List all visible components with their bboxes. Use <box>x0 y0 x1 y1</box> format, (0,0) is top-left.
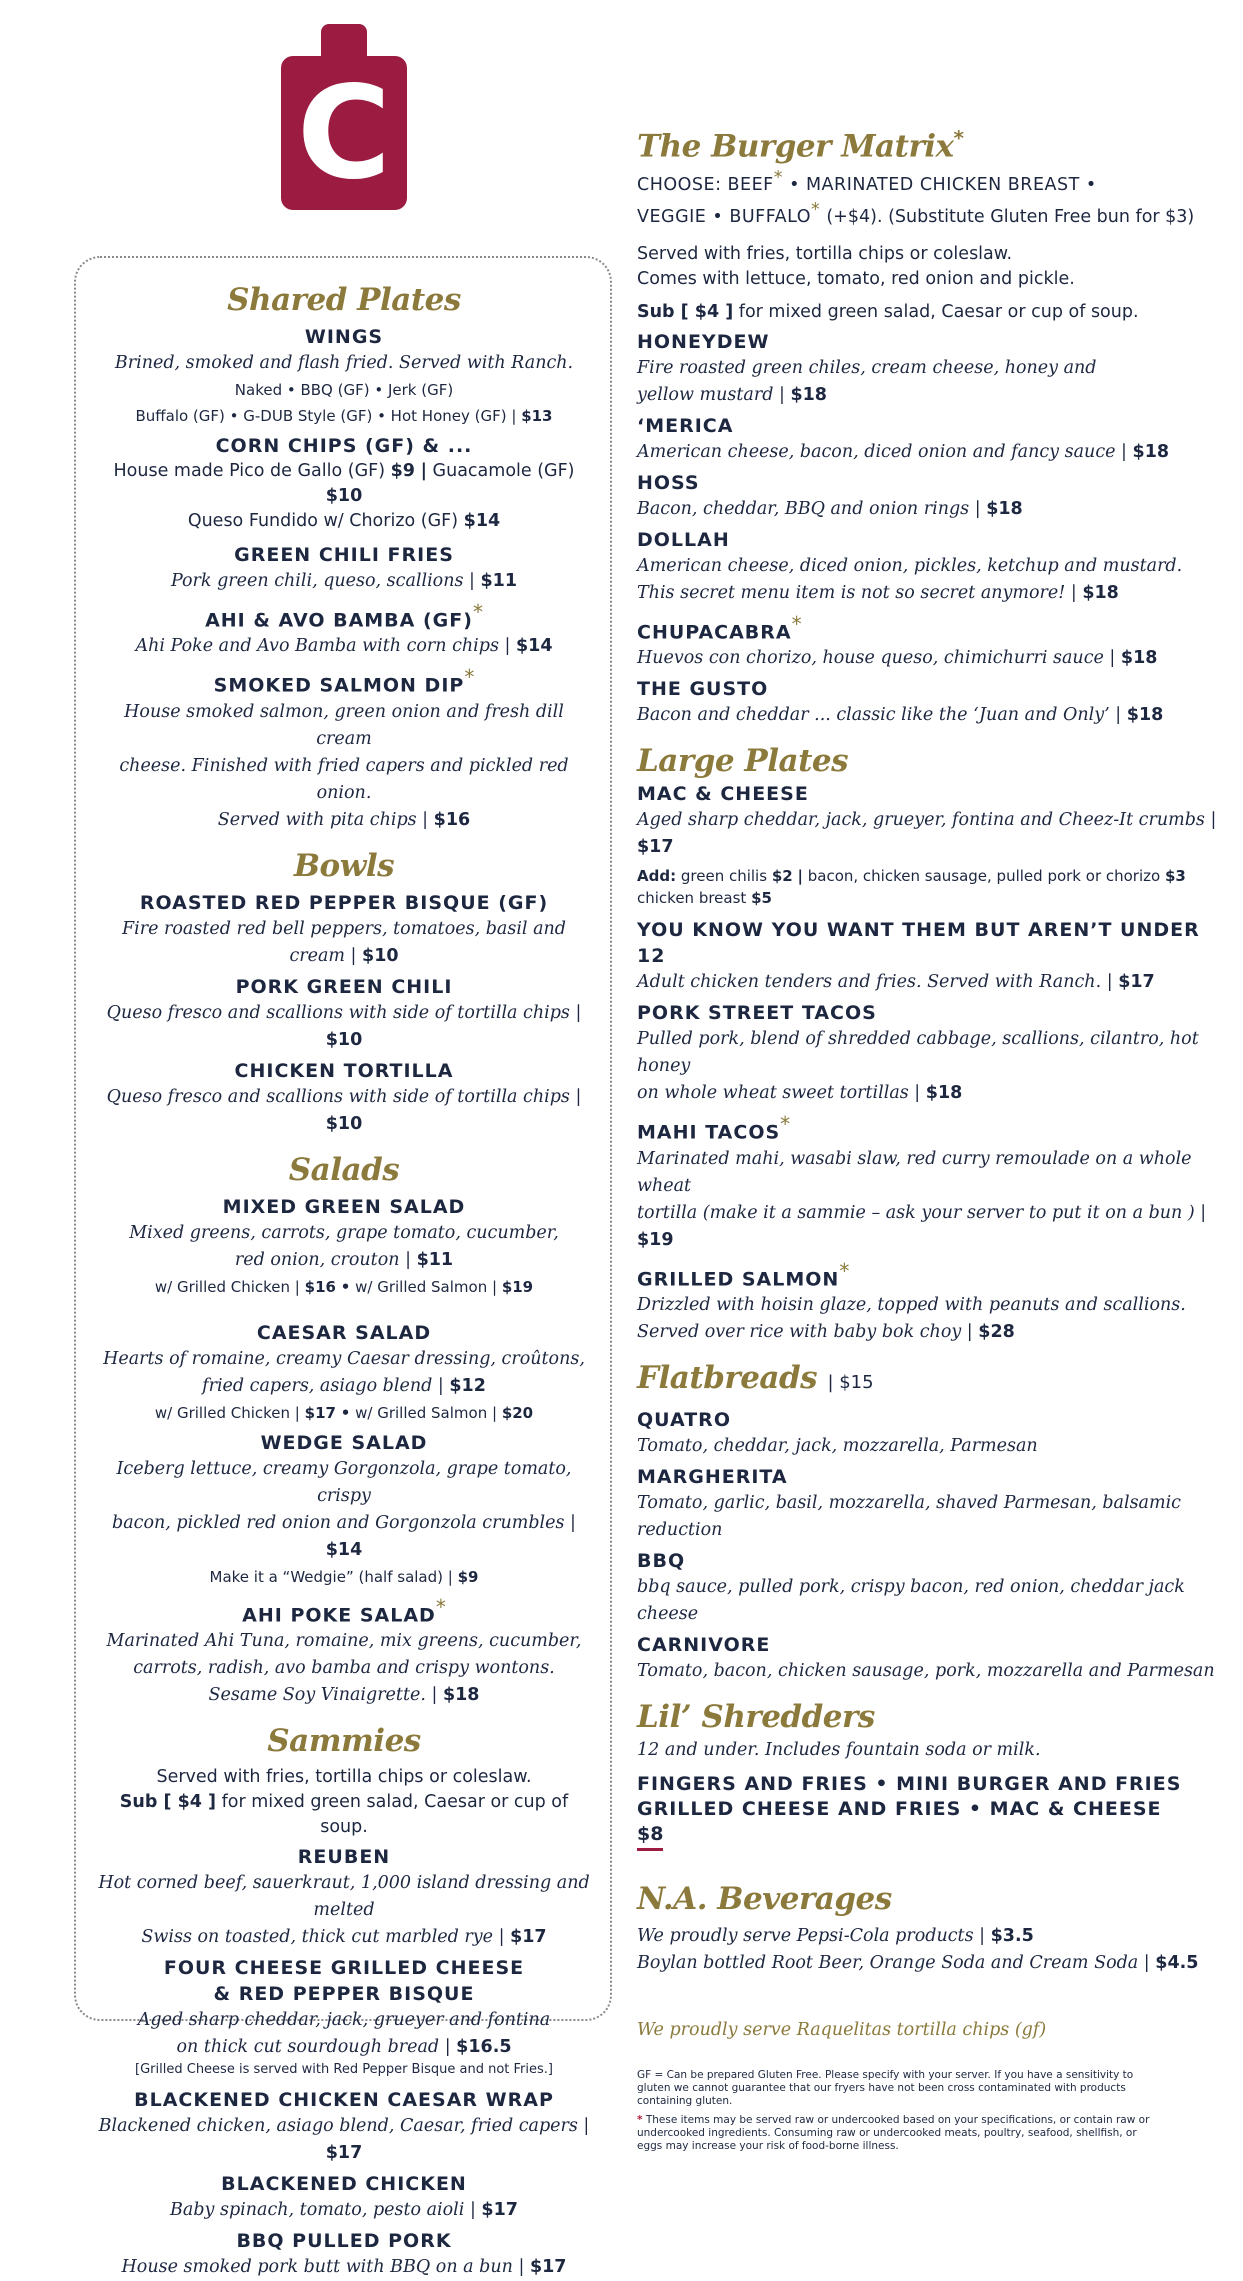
section-title-lil-shredders: Lil’ Shredders <box>637 1698 875 1735</box>
item-name: PORK STREET TACOS <box>637 1002 877 1025</box>
item-desc: on thick cut sourdough bread | $16.5 <box>176 2036 512 2057</box>
item-desc: carrots, radish, avo bamba and crispy wontons. <box>133 1657 555 1678</box>
item-desc: American cheese, bacon, diced onion and fancy sauce | $18 <box>637 441 1170 462</box>
item-desc: Fire roasted green chiles, cream cheese, honey and <box>637 357 1097 378</box>
item-name: MAHI TACOS* <box>637 1112 791 1144</box>
sammies-intro: Served with fries, tortilla chips or coleslaw. <box>156 1766 532 1787</box>
sammies-sub: Sub [ $4 ] for mixed green salad, Caesar or cup of soup. <box>119 1791 569 1837</box>
item-desc: cheese. Finished with fried capers and pickled red onion. <box>119 755 569 803</box>
item-name: ‘MERICA <box>637 414 734 437</box>
raw-star-icon: * <box>464 665 475 690</box>
item-name: AHI & AVO BAMBA (GF)* <box>205 600 483 632</box>
item-desc: on whole wheat sweet tortillas | $18 <box>637 1083 963 1104</box>
right-column <box>637 118 1222 2153</box>
item-note: [Grilled Cheese is served with Red Pepper Bisque and not Fries.] <box>135 2061 553 2077</box>
item-name: BBQ <box>637 1549 686 1572</box>
item-desc: Tomato, bacon, chicken sausage, pork, mozzarella and Parmesan <box>637 1660 1215 1681</box>
item-addons: w/ Grilled Chicken | $17 • w/ Grilled Salmon | $20 <box>154 1403 534 1422</box>
menu-item-merica <box>637 413 1222 466</box>
raw-star-icon: * <box>811 200 821 221</box>
menu-item-wedge-salad <box>94 1430 594 1590</box>
item-addons: w/ Grilled Chicken | $16 • w/ Grilled Salmon | $19 <box>154 1277 534 1296</box>
item-desc: tortilla (make it a sammie – ask your server to put it on a bun ) | $19 <box>637 1202 1207 1250</box>
item-desc: Queso fresco and scallions with side of tortilla chips | $10 <box>106 1086 582 1134</box>
item-desc: Tomato, cheddar, jack, mozzarella, Parmesan <box>637 1435 1038 1456</box>
menu-item-mahi-tacos <box>637 1111 1222 1253</box>
item-desc: bbq sauce, pulled pork, crispy bacon, red onion, cheddar jack cheese <box>637 1576 1185 1624</box>
kids-price: $8 <box>637 1822 663 1851</box>
kids-intro: 12 and under. Includes fountain soda or milk. <box>637 1739 1041 1760</box>
menu-item-corn-chips <box>94 433 594 534</box>
section-title-shared-plates: Shared Plates <box>227 282 461 318</box>
item-name: WEDGE SALAD <box>260 1431 428 1454</box>
item-desc: Queso fresco and scallions with side of tortilla chips | $10 <box>106 1002 582 1050</box>
left-column <box>94 270 594 2281</box>
menu-item-green-chili-fries <box>94 542 594 595</box>
item-name: BLACKENED CHICKEN <box>221 2172 467 2195</box>
menu-item-wings <box>94 324 594 429</box>
raw-star-icon: * <box>435 1594 446 1619</box>
menu-item-chupacabra <box>637 611 1222 672</box>
item-name: HOSS <box>637 471 700 494</box>
menu-item-smoked-salmon-dip <box>94 664 594 833</box>
item-name: CAESAR SALAD <box>256 1321 432 1344</box>
menu-item-margherita <box>637 1464 1222 1544</box>
item-desc: bacon, pickled red onion and Gorgonzola crumbles | $14 <box>112 1512 576 1560</box>
item-desc: Ahi Poke and Avo Bamba with corn chips | $14 <box>135 636 553 657</box>
item-name: BLACKENED CHICKEN CAESAR WRAP <box>134 2088 554 2111</box>
item-options: House made Pico de Gallo (GF) $9 | Guacamole (GF) $10 <box>113 461 575 506</box>
menu-item-carnivore <box>637 1632 1222 1685</box>
item-name: DOLLAH <box>637 528 730 551</box>
item-name: CORN CHIPS (GF) & ... <box>215 435 473 457</box>
tortilla-chips-note: We proudly serve Raquelitas tortilla chips (gf) <box>637 2019 1047 2040</box>
menu-item-four-cheese <box>94 1955 594 2079</box>
logo-letter: C <box>297 59 391 208</box>
item-name: CHICKEN TORTILLA <box>234 1059 454 1082</box>
beverage-line: We proudly serve Pepsi-Cola products | $3.5 <box>637 1925 1034 1946</box>
burger-comes-with: Comes with lettuce, tomato, red onion and pickle. <box>637 268 1075 289</box>
item-name: SMOKED SALMON DIP* <box>213 665 475 697</box>
item-name: FOUR CHEESE GRILLED CHEESE <box>163 1956 525 1979</box>
burger-sub: Sub [ $4 ] for mixed green salad, Caesar or cup of soup. <box>637 301 1139 322</box>
item-desc: Aged sharp cheddar, jack, grueyer and fontina <box>137 2009 551 2030</box>
item-desc: Huevos con chorizo, house queso, chimichurri sauce | $18 <box>637 648 1158 669</box>
item-name: MAC & CHEESE <box>637 783 809 806</box>
item-desc: yellow mustard | $18 <box>637 384 827 405</box>
raw-star-icon: * <box>839 1258 850 1283</box>
menu-item-blackened-chicken <box>94 2171 594 2224</box>
item-desc: Brined, smoked and flash fried. Served with Ranch. <box>114 353 574 373</box>
menu-item-hoss <box>637 470 1222 523</box>
item-desc: fried capers, asiago blend | $12 <box>202 1375 486 1396</box>
raw-disclaimer: * These items may be served raw or undercooked based on your specifications, or contain raw or undercooked ingredients. Consuming raw or undercooked meats, poultry, seafood, shellfish, or eggs may increase your risk of food-borne illness. <box>637 2113 1150 2152</box>
item-desc: Aged sharp cheddar, jack, grueyer, fontina and Cheez-It crumbs | $17 <box>637 810 1217 858</box>
menu-item-dollah <box>637 527 1222 607</box>
item-options: Queso Fundido w/ Chorizo (GF) $14 <box>187 511 501 531</box>
item-name: & RED PEPPER BISQUE <box>213 1982 475 2005</box>
menu-item-mac-cheese <box>637 781 1222 909</box>
menu-item-bbq-pulled-pork <box>94 2228 594 2281</box>
menu-item-bbq-flatbread <box>637 1548 1222 1628</box>
raw-star-icon: * <box>637 2113 643 2126</box>
item-name: MIXED GREEN SALAD <box>222 1195 466 1218</box>
item-addons: Make it a “Wedgie” (half salad) | $9 <box>209 1567 479 1586</box>
item-desc: Bacon and cheddar ... classic like the ‘Juan and Only’ | $18 <box>637 705 1164 726</box>
item-desc: Blackened chicken, asiago blend, Caesar, fried capers | $17 <box>98 2115 590 2163</box>
item-desc: Swiss on toasted, thick cut marbled rye | $17 <box>141 1926 547 1947</box>
item-name: YOU KNOW YOU WANT THEM BUT AREN’T UNDER 12 <box>637 919 1200 968</box>
item-desc: Pork green chili, queso, scallions | $11 <box>170 571 518 591</box>
item-name: QUATRO <box>637 1408 731 1431</box>
item-desc: Bacon, cheddar, BBQ and onion rings | $18 <box>637 498 1023 519</box>
item-name: HONEYDEW <box>637 330 770 353</box>
menu-item-reuben <box>94 1844 594 1951</box>
menu-item-caesar-salad <box>94 1320 594 1426</box>
item-desc: Drizzled with hoisin glaze, topped with peanuts and scallions. <box>637 1294 1186 1315</box>
menu-item-the-gusto <box>637 676 1222 729</box>
menu-item-bisque <box>94 890 594 970</box>
item-desc: Iceberg lettuce, creamy Gorgonzola, grape tomato, crispy <box>116 1458 572 1506</box>
item-desc: Tomato, garlic, basil, mozzarella, shaved Parmesan, balsamic reduction <box>637 1492 1181 1540</box>
item-desc: Served over rice with baby bok choy | $28 <box>637 1321 1015 1342</box>
item-name: BBQ PULLED PORK <box>236 2229 452 2252</box>
item-desc: Pulled pork, blend of shredded cabbage, scallions, cilantro, hot honey <box>637 1029 1199 1077</box>
gf-disclaimer: GF = Can be prepared Gluten Free. Please specify with your server. If you have a sensitivity to gluten we cannot guarantee that our fryers have not been cross contaminated with products containing gluten. <box>637 2068 1134 2107</box>
item-name: MARGHERITA <box>637 1465 788 1488</box>
beverage-line: Boylan bottled Root Beer, Orange Soda and Cream Soda | $4.5 <box>637 1952 1199 1973</box>
item-desc: Marinated Ahi Tuna, romaine, mix greens, cucumber, <box>106 1630 582 1651</box>
menu-item-grilled-salmon <box>637 1258 1222 1346</box>
item-desc: House smoked salmon, green onion and fresh dill cream <box>124 701 564 749</box>
flatbread-price: | $15 <box>827 1371 874 1393</box>
menu-item-mixed-green-salad <box>94 1194 594 1300</box>
item-name: GREEN CHILI FRIES <box>234 544 454 566</box>
restaurant-logo <box>281 24 407 210</box>
item-desc: Hearts of romaine, creamy Caesar dressing, croûtons, <box>103 1348 585 1369</box>
menu-item-ahi-avo-bamba <box>94 599 594 660</box>
raw-star-icon: * <box>953 126 964 150</box>
section-title-salads: Salads <box>288 1151 400 1188</box>
menu-item-adult-tenders <box>637 917 1222 996</box>
raw-star-icon: * <box>791 611 802 636</box>
section-title-beverages: N.A. Beverages <box>637 1880 892 1917</box>
menu-item-honeydew <box>637 329 1222 409</box>
item-name: THE GUSTO <box>637 678 769 701</box>
item-name: REUBEN <box>297 1845 391 1868</box>
item-name: GRILLED SALMON* <box>637 1258 850 1290</box>
raw-star-icon: * <box>780 1112 791 1137</box>
item-options-price: Buffalo (GF) • G-DUB Style (GF) • Hot Honey (GF) | $13 <box>135 407 553 425</box>
item-desc: House smoked pork butt with BBQ on a bun | $17 <box>121 2256 567 2277</box>
menu-item-ahi-poke-salad <box>94 1594 594 1709</box>
item-name: CARNIVORE <box>637 1633 771 1656</box>
item-addons: Add: green chilis $2 | bacon, chicken sausage, pulled pork or chorizo $3 chicken breast $5 <box>637 867 1186 908</box>
logo-cap <box>321 24 367 58</box>
item-name: WINGS <box>304 326 384 348</box>
item-desc: Sesame Soy Vinaigrette. | $18 <box>208 1684 480 1705</box>
section-title-burger-matrix: The Burger Matrix* <box>637 126 964 165</box>
item-desc: red onion, crouton | $11 <box>234 1249 454 1270</box>
item-desc: Marinated mahi, wasabi slaw, red curry remoulade on a whole wheat <box>637 1148 1192 1196</box>
menu-item-caesar-wrap <box>94 2087 594 2167</box>
burger-served: Served with fries, tortilla chips or coleslaw. <box>637 243 1013 264</box>
section-title-sammies: Sammies <box>267 1722 421 1759</box>
item-name: ROASTED RED PEPPER BISQUE (GF) <box>139 891 549 914</box>
raw-star-icon: * <box>773 168 783 189</box>
menu-item-quatro <box>637 1407 1222 1460</box>
item-name: PORK GREEN CHILI <box>235 975 453 998</box>
section-title-flatbreads: Flatbreads | $15 <box>637 1359 874 1396</box>
menu-item-chicken-tortilla <box>94 1058 594 1138</box>
item-desc: Mixed greens, carrots, grape tomato, cucumber, <box>129 1222 559 1243</box>
raw-star-icon: * <box>472 600 483 624</box>
menu-item-pork-green-chili <box>94 974 594 1054</box>
item-desc: Hot corned beef, sauerkraut, 1,000 island dressing and melted <box>98 1872 590 1920</box>
item-name: AHI POKE SALAD* <box>242 1594 446 1626</box>
item-desc: Adult chicken tenders and fries. Served with Ranch. | $17 <box>637 972 1155 993</box>
kids-items-line: FINGERS AND FRIES • MINI BURGER AND FRIES <box>637 1772 1182 1795</box>
item-desc: Baby spinach, tomato, pesto aioli | $17 <box>170 2199 518 2220</box>
item-desc: American cheese, diced onion, pickles, ketchup and mustard. <box>637 555 1183 576</box>
item-options: Naked • BBQ (GF) • Jerk (GF) <box>234 381 454 399</box>
item-desc: Fire roasted red bell peppers, tomatoes, basil and cream | $10 <box>122 918 566 966</box>
item-desc: This secret menu item is not so secret anymore! | $18 <box>637 582 1119 603</box>
menu-item-pork-street-tacos <box>637 1000 1222 1107</box>
item-desc: Served with pita chips | $16 <box>217 809 471 830</box>
item-name: CHUPACABRA* <box>637 611 802 644</box>
kids-items-line: GRILLED CHEESE AND FRIES • MAC & CHEESE <box>637 1797 1162 1820</box>
section-title-bowls: Bowls <box>293 847 395 884</box>
burger-choose-line: CHOOSE: BEEF* • MARINATED CHICKEN BREAST • <box>637 168 1097 196</box>
burger-choose-line: VEGGIE • BUFFALO* (+$4). (Substitute Gluten Free bun for $3) <box>637 200 1195 227</box>
section-title-large-plates: Large Plates <box>637 743 849 780</box>
